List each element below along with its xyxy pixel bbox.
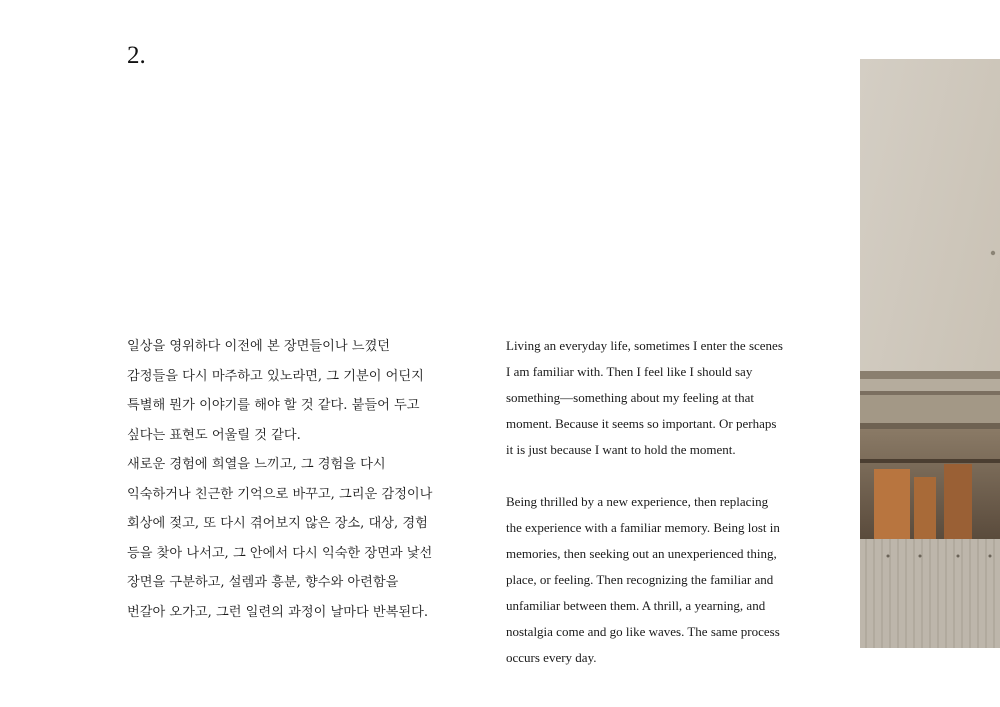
english-line: something—something about my feeling at that (506, 390, 755, 405)
korean-line: 익숙하거나 친근한 기억으로 바꾸고, 그리운 감정이나 (127, 486, 433, 502)
korean-line: 새로운 경험에 희열을 느끼고, 그 경험을 다시 (127, 457, 386, 472)
korean-line: 일상을 영위하다 이전에 본 장면들이나 느꼈던 (127, 339, 391, 354)
english-line: moment. Because it seems so important. Or perhaps (506, 416, 777, 431)
english-line: it is just because I want to hold the moment. (506, 442, 736, 457)
english-line: unfamiliar between them. A thrill, a yearning, and (506, 598, 766, 613)
korean-line: 등을 찾아 나서고, 그 안에서 다시 익숙한 장면과 낯선 (127, 545, 433, 561)
english-line: I am familiar with. Then I feel like I should say (506, 364, 753, 379)
english-line: Being thrilled by a new experience, then replacing (506, 494, 769, 509)
english-line: occurs every day. (506, 650, 597, 665)
photo-panel (860, 59, 1000, 648)
english-text-block (506, 333, 826, 671)
korean-line: 회상에 젖고, 또 다시 겪어보지 않은 장소, 대상, 경험 (127, 516, 428, 531)
page-number: 2. (127, 42, 146, 69)
korean-line: 싶다는 표현도 어울릴 것 같다. (127, 427, 301, 443)
korean-line: 특별해 뭔가 이야기를 해야 할 것 같다. 붙들어 두고 (127, 398, 420, 413)
english-line: nostalgia come and go like waves. The same process (506, 624, 780, 639)
korean-line: 감정들을 다시 마주하고 있노라면, 그 기분이 어딘지 (127, 368, 424, 384)
english-line: Living an everyday life, sometimes I enter the scenes (506, 338, 783, 353)
english-line: place, or feeling. Then recognizing the familiar and (506, 572, 774, 587)
photo-image (860, 59, 1000, 648)
korean-line: 번갈아 오가고, 그런 일련의 과정이 날마다 반복된다. (127, 604, 429, 620)
english-line: the experience with a familiar memory. Being lost in (506, 520, 780, 535)
korean-line: 장면을 구분하고, 설렘과 흥분, 향수와 아련함을 (127, 575, 399, 590)
english-line: memories, then seeking out an unexperienced thing, (506, 546, 777, 561)
korean-text-block (127, 332, 467, 627)
paragraph-gap (506, 463, 826, 489)
